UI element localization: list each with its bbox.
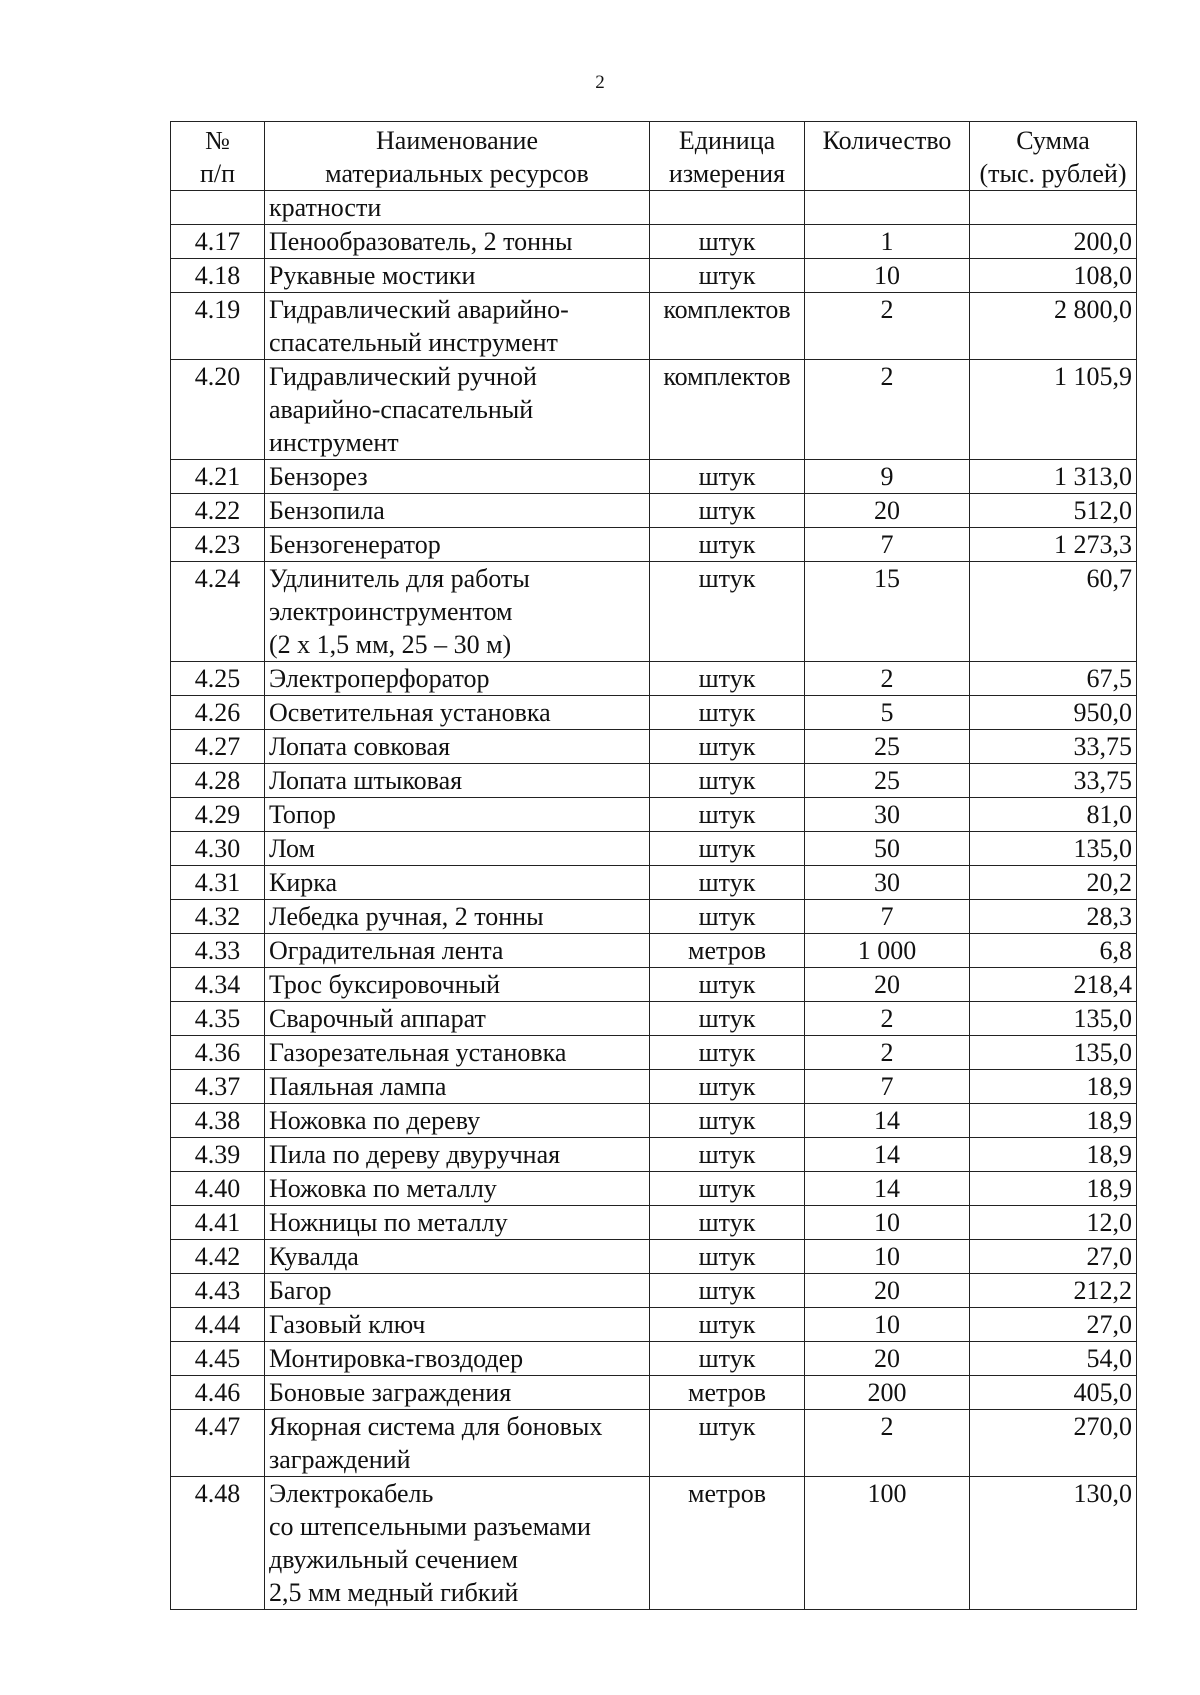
header-num-line: № xyxy=(205,126,230,155)
resource-name-line: кратности xyxy=(269,193,382,222)
unit-of-measure: штук xyxy=(650,764,805,798)
unit-of-measure: штук xyxy=(650,1410,805,1477)
unit-of-measure: штук xyxy=(650,1342,805,1376)
unit-of-measure: штук xyxy=(650,1308,805,1342)
row-number: 4.42 xyxy=(171,1240,265,1274)
row-number: 4.18 xyxy=(171,259,265,293)
row-number: 4.46 xyxy=(171,1376,265,1410)
amount: 60,7 xyxy=(970,562,1137,662)
amount: 135,0 xyxy=(970,832,1137,866)
resource-name-line: Ножовка по металлу xyxy=(269,1174,497,1203)
resource-name-line: Боновые заграждения xyxy=(269,1378,512,1407)
amount: 33,75 xyxy=(970,764,1137,798)
row-number: 4.36 xyxy=(171,1036,265,1070)
table-row xyxy=(171,1240,1137,1274)
resource-name-line: Бензопила xyxy=(269,496,385,525)
amount: 33,75 xyxy=(970,730,1137,764)
unit-of-measure: штук xyxy=(650,562,805,662)
table-row xyxy=(171,1104,1137,1138)
table-row xyxy=(171,866,1137,900)
resource-name xyxy=(265,1308,650,1342)
table-row xyxy=(171,968,1137,1002)
quantity: 30 xyxy=(805,866,970,900)
amount xyxy=(970,191,1137,225)
resource-name xyxy=(265,968,650,1002)
amount: 512,0 xyxy=(970,494,1137,528)
quantity: 2 xyxy=(805,1036,970,1070)
header-qty xyxy=(805,122,970,191)
quantity: 1 xyxy=(805,225,970,259)
table-row xyxy=(171,662,1137,696)
unit-of-measure: метров xyxy=(650,934,805,968)
amount: 130,0 xyxy=(970,1477,1137,1610)
row-number: 4.43 xyxy=(171,1274,265,1308)
resource-name xyxy=(265,1036,650,1070)
resource-name-line: Газовый ключ xyxy=(269,1310,426,1339)
resource-name xyxy=(265,764,650,798)
unit-of-measure: штук xyxy=(650,1206,805,1240)
header-name-line: материальных ресурсов xyxy=(325,159,589,188)
unit-of-measure: штук xyxy=(650,662,805,696)
resource-name xyxy=(265,900,650,934)
resource-name-line: Лопата штыковая xyxy=(269,766,463,795)
resource-name-line: Багор xyxy=(269,1276,332,1305)
table-row xyxy=(171,1002,1137,1036)
row-number: 4.44 xyxy=(171,1308,265,1342)
resource-name-line: Якорная система для боновых xyxy=(269,1412,603,1441)
row-number: 4.37 xyxy=(171,1070,265,1104)
unit-of-measure: штук xyxy=(650,832,805,866)
quantity: 7 xyxy=(805,528,970,562)
resource-name-line: Бензогенератор xyxy=(269,530,441,559)
row-number: 4.31 xyxy=(171,866,265,900)
row-number: 4.23 xyxy=(171,528,265,562)
amount: 12,0 xyxy=(970,1206,1137,1240)
resources-table xyxy=(170,121,1137,1610)
table-row xyxy=(171,1274,1137,1308)
table-row xyxy=(171,1138,1137,1172)
table-row xyxy=(171,1308,1137,1342)
unit-of-measure: штук xyxy=(650,460,805,494)
table-row xyxy=(171,360,1137,460)
quantity: 25 xyxy=(805,730,970,764)
row-number: 4.26 xyxy=(171,696,265,730)
unit-of-measure: штук xyxy=(650,1002,805,1036)
resource-name-line: Ножницы по металлу xyxy=(269,1208,508,1237)
amount: 18,9 xyxy=(970,1104,1137,1138)
row-number: 4.25 xyxy=(171,662,265,696)
resource-name xyxy=(265,460,650,494)
quantity: 2 xyxy=(805,293,970,360)
resource-name-line: Оградительная лента xyxy=(269,936,504,965)
resource-name-line: Монтировка-гвоздодер xyxy=(269,1344,524,1373)
amount: 218,4 xyxy=(970,968,1137,1002)
resource-name-line: инструмент xyxy=(269,428,399,457)
quantity: 25 xyxy=(805,764,970,798)
resource-name-line: Лом xyxy=(269,834,315,863)
quantity: 10 xyxy=(805,1206,970,1240)
resource-name-line: Кувалда xyxy=(269,1242,359,1271)
quantity: 20 xyxy=(805,1274,970,1308)
unit-of-measure: штук xyxy=(650,866,805,900)
unit-of-measure: штук xyxy=(650,1274,805,1308)
resource-name xyxy=(265,832,650,866)
quantity: 14 xyxy=(805,1172,970,1206)
table-row xyxy=(171,730,1137,764)
table-row xyxy=(171,225,1137,259)
quantity: 200 xyxy=(805,1376,970,1410)
table-row xyxy=(171,1342,1137,1376)
table-row xyxy=(171,696,1137,730)
row-number: 4.30 xyxy=(171,832,265,866)
amount: 135,0 xyxy=(970,1002,1137,1036)
resource-name xyxy=(265,293,650,360)
amount: 405,0 xyxy=(970,1376,1137,1410)
quantity: 20 xyxy=(805,494,970,528)
resource-name-line: Пенообразователь, 2 тонны xyxy=(269,227,573,256)
table-row xyxy=(171,1376,1137,1410)
table-header-row xyxy=(171,122,1137,191)
row-number: 4.34 xyxy=(171,968,265,1002)
table-row xyxy=(171,1036,1137,1070)
resource-name-line: Электроперфоратор xyxy=(269,664,490,693)
amount: 28,3 xyxy=(970,900,1137,934)
row-number: 4.22 xyxy=(171,494,265,528)
table-row xyxy=(171,494,1137,528)
resource-name-line: (2 х 1,5 мм, 25 – 30 м) xyxy=(269,630,512,659)
quantity: 7 xyxy=(805,900,970,934)
resource-name-line: заграждений xyxy=(269,1445,411,1474)
amount: 18,9 xyxy=(970,1138,1137,1172)
resource-name xyxy=(265,1477,650,1610)
table-body xyxy=(171,191,1137,1610)
header-name-line: Наименование xyxy=(376,126,538,155)
header-unit-line: измерения xyxy=(668,159,786,188)
quantity: 14 xyxy=(805,1104,970,1138)
unit-of-measure: штук xyxy=(650,259,805,293)
header-unit xyxy=(650,122,805,191)
amount: 6,8 xyxy=(970,934,1137,968)
unit-of-measure: штук xyxy=(650,968,805,1002)
resource-name xyxy=(265,662,650,696)
row-number: 4.38 xyxy=(171,1104,265,1138)
row-number: 4.28 xyxy=(171,764,265,798)
page-number: 2 xyxy=(595,72,605,93)
amount: 1 105,9 xyxy=(970,360,1137,460)
table-row xyxy=(171,1206,1137,1240)
resource-name xyxy=(265,528,650,562)
row-number: 4.45 xyxy=(171,1342,265,1376)
resource-name xyxy=(265,259,650,293)
quantity: 2 xyxy=(805,360,970,460)
resource-name xyxy=(265,1138,650,1172)
row-number: 4.24 xyxy=(171,562,265,662)
header-name xyxy=(265,122,650,191)
amount: 108,0 xyxy=(970,259,1137,293)
header-unit-line: Единица xyxy=(678,126,776,155)
amount: 18,9 xyxy=(970,1172,1137,1206)
resource-name-line: Осветительная установка xyxy=(269,698,551,727)
resource-name-line: Кирка xyxy=(269,868,338,897)
table-row xyxy=(171,764,1137,798)
resource-name-line: Сварочный аппарат xyxy=(269,1004,486,1033)
table-row xyxy=(171,1172,1137,1206)
amount: 1 273,3 xyxy=(970,528,1137,562)
unit-of-measure: штук xyxy=(650,798,805,832)
amount: 27,0 xyxy=(970,1308,1137,1342)
quantity: 1 000 xyxy=(805,934,970,968)
resource-name xyxy=(265,225,650,259)
resource-name xyxy=(265,1002,650,1036)
quantity: 2 xyxy=(805,1002,970,1036)
quantity: 10 xyxy=(805,259,970,293)
quantity: 10 xyxy=(805,1240,970,1274)
unit-of-measure: штук xyxy=(650,494,805,528)
amount: 20,2 xyxy=(970,866,1137,900)
table-row xyxy=(171,1477,1137,1610)
amount: 2 800,0 xyxy=(970,293,1137,360)
unit-of-measure: штук xyxy=(650,1172,805,1206)
row-number: 4.39 xyxy=(171,1138,265,1172)
quantity: 50 xyxy=(805,832,970,866)
row-number xyxy=(171,191,265,225)
quantity: 15 xyxy=(805,562,970,662)
row-number: 4.17 xyxy=(171,225,265,259)
table-row xyxy=(171,1070,1137,1104)
unit-of-measure: штук xyxy=(650,225,805,259)
resource-name xyxy=(265,730,650,764)
resource-name-line: Ножовка по дереву xyxy=(269,1106,481,1135)
resource-name-line: спасательный инструмент xyxy=(269,328,558,357)
table-row xyxy=(171,528,1137,562)
header-sum xyxy=(970,122,1137,191)
row-number: 4.32 xyxy=(171,900,265,934)
row-number: 4.27 xyxy=(171,730,265,764)
amount: 18,9 xyxy=(970,1070,1137,1104)
resource-name-line: Лопата совковая xyxy=(269,732,451,761)
row-number: 4.35 xyxy=(171,1002,265,1036)
resource-name xyxy=(265,1376,650,1410)
row-number: 4.48 xyxy=(171,1477,265,1610)
resource-name-line: двужильный сечением xyxy=(269,1545,518,1574)
quantity: 20 xyxy=(805,1342,970,1376)
table-row xyxy=(171,293,1137,360)
resource-name xyxy=(265,1206,650,1240)
quantity: 5 xyxy=(805,696,970,730)
resource-name-line: Рукавные мостики xyxy=(269,261,476,290)
table-row xyxy=(171,259,1137,293)
amount: 81,0 xyxy=(970,798,1137,832)
unit-of-measure: штук xyxy=(650,900,805,934)
unit-of-measure: комплектов xyxy=(650,360,805,460)
quantity: 10 xyxy=(805,1308,970,1342)
table-row xyxy=(171,934,1137,968)
resource-name xyxy=(265,1172,650,1206)
resource-name xyxy=(265,696,650,730)
resource-name xyxy=(265,866,650,900)
resource-name xyxy=(265,494,650,528)
quantity: 100 xyxy=(805,1477,970,1610)
resource-name-line: Бензорез xyxy=(269,462,368,491)
row-number: 4.47 xyxy=(171,1410,265,1477)
unit-of-measure: штук xyxy=(650,528,805,562)
amount: 27,0 xyxy=(970,1240,1137,1274)
header-num-line: п/п xyxy=(199,159,236,188)
resource-name xyxy=(265,798,650,832)
row-number: 4.21 xyxy=(171,460,265,494)
unit-of-measure: штук xyxy=(650,696,805,730)
unit-of-measure: штук xyxy=(650,1104,805,1138)
row-number: 4.41 xyxy=(171,1206,265,1240)
resource-name-line: со штепсельными разъемами xyxy=(269,1512,591,1541)
unit-of-measure: штук xyxy=(650,1138,805,1172)
unit-of-measure: метров xyxy=(650,1477,805,1610)
header-qty-line: Количество xyxy=(822,126,952,155)
quantity: 2 xyxy=(805,1410,970,1477)
resource-name-line: Паяльная лампа xyxy=(269,1072,447,1101)
table-row xyxy=(171,798,1137,832)
amount: 54,0 xyxy=(970,1342,1137,1376)
resource-name xyxy=(265,1274,650,1308)
table-row xyxy=(171,900,1137,934)
resource-name xyxy=(265,1070,650,1104)
resource-name-line: Удлинитель для работы xyxy=(269,564,530,593)
resource-name xyxy=(265,360,650,460)
resource-name-line: Гидравлический аварийно- xyxy=(269,295,569,324)
amount: 950,0 xyxy=(970,696,1137,730)
unit-of-measure xyxy=(650,191,805,225)
quantity: 7 xyxy=(805,1070,970,1104)
resource-name-line: Газорезательная установка xyxy=(269,1038,567,1067)
quantity: 2 xyxy=(805,662,970,696)
resource-name xyxy=(265,1410,650,1477)
resource-name xyxy=(265,934,650,968)
resource-name-line: Электрокабель xyxy=(269,1479,434,1508)
amount: 67,5 xyxy=(970,662,1137,696)
unit-of-measure: метров xyxy=(650,1376,805,1410)
resource-name-line: аварийно-спасательный xyxy=(269,395,534,424)
unit-of-measure: штук xyxy=(650,1036,805,1070)
table-row xyxy=(171,562,1137,662)
quantity: 20 xyxy=(805,968,970,1002)
amount: 212,2 xyxy=(970,1274,1137,1308)
unit-of-measure: комплектов xyxy=(650,293,805,360)
unit-of-measure: штук xyxy=(650,730,805,764)
row-number: 4.33 xyxy=(171,934,265,968)
quantity: 14 xyxy=(805,1138,970,1172)
resource-name-line: Гидравлический ручной xyxy=(269,362,537,391)
resource-name-line: электроинструментом xyxy=(269,597,513,626)
resource-name xyxy=(265,191,650,225)
header-sum-line: Сумма xyxy=(1016,126,1090,155)
resource-name-line: Пила по дереву двуручная xyxy=(269,1140,561,1169)
resource-name-line: Топор xyxy=(269,800,336,829)
amount: 1 313,0 xyxy=(970,460,1137,494)
resource-name xyxy=(265,1240,650,1274)
row-number: 4.20 xyxy=(171,360,265,460)
unit-of-measure: штук xyxy=(650,1240,805,1274)
unit-of-measure: штук xyxy=(650,1070,805,1104)
table-row xyxy=(171,1410,1137,1477)
resource-name xyxy=(265,1104,650,1138)
quantity: 30 xyxy=(805,798,970,832)
row-number: 4.29 xyxy=(171,798,265,832)
row-number: 4.19 xyxy=(171,293,265,360)
table-row xyxy=(171,460,1137,494)
amount: 135,0 xyxy=(970,1036,1137,1070)
header-num xyxy=(171,122,265,191)
quantity: 9 xyxy=(805,460,970,494)
resource-name xyxy=(265,562,650,662)
table-row xyxy=(171,191,1137,225)
header-sum-line: (тыс. рублей) xyxy=(979,159,1127,188)
resource-name xyxy=(265,1342,650,1376)
amount: 200,0 xyxy=(970,225,1137,259)
row-number: 4.40 xyxy=(171,1172,265,1206)
resource-name-line: Трос буксировочный xyxy=(269,970,501,999)
quantity xyxy=(805,191,970,225)
resource-name-line: 2,5 мм медный гибкий xyxy=(269,1578,519,1607)
table-row xyxy=(171,832,1137,866)
resource-name-line: Лебедка ручная, 2 тонны xyxy=(269,902,544,931)
amount: 270,0 xyxy=(970,1410,1137,1477)
